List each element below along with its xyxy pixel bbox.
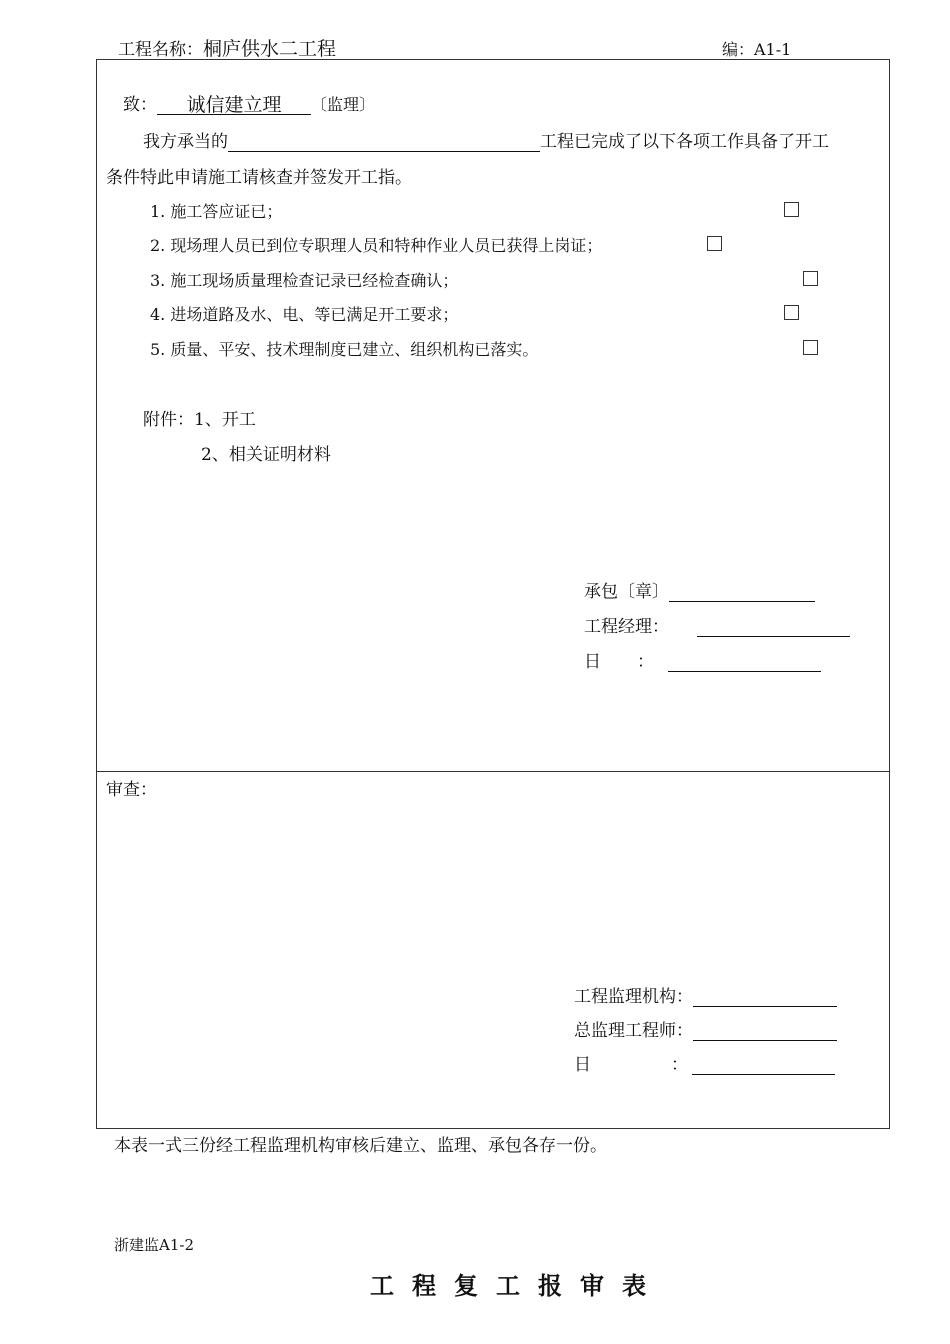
form-code-line [722, 37, 848, 60]
review-label: 审查： [106, 780, 157, 800]
checkbox-item-1[interactable] [784, 202, 799, 217]
body-prefix: 我方承当的 [143, 132, 228, 152]
code-underline [791, 39, 848, 60]
chief-blank[interactable] [693, 1020, 837, 1041]
attachment-item: 2、相关证明材料 [201, 445, 331, 465]
review-date-blank[interactable] [692, 1054, 835, 1075]
addressee-name: 诚信建立理 [157, 90, 311, 115]
form-code: 浙建监A1-2 [114, 1236, 194, 1254]
attachments-line-1 [143, 405, 256, 430]
org-blank[interactable] [693, 986, 837, 1007]
next-page-title: 工程复工报审表 [370, 1272, 664, 1300]
code-label: 编：A1-1 [722, 40, 792, 59]
checklist-item-2: 2. 现场理人员已到位专职理人员和特种作业人员已获得上岗证； [150, 236, 603, 255]
checkbox-item-5[interactable] [803, 340, 818, 355]
date-colon: ： [671, 1055, 688, 1075]
attachments-label: 附件： [143, 410, 194, 430]
checklist-item-5: 5. 质量、平安、技术理制度已建立、组织机构已落实。 [150, 340, 539, 359]
checkbox-item-4[interactable] [784, 305, 799, 320]
checklist-item-1: 1. 施工答应证已； [150, 202, 283, 221]
contractor-seal-label: 承包〔章〕 [584, 582, 669, 602]
checklist-item-3: 3. 施工现场质量理检查记录已经检查确认； [150, 271, 459, 290]
contractor-date-blank[interactable] [668, 651, 821, 672]
manager-line [584, 612, 850, 637]
to-label: 致： [123, 95, 157, 115]
body-line-1 [143, 127, 829, 152]
date-label: 日 [574, 1055, 591, 1075]
contractor-seal-blank[interactable] [669, 581, 815, 602]
checklist-item-4: 4. 进场道路及水、电、等已满足开工要求； [150, 305, 459, 324]
review-section [96, 771, 890, 1129]
checkbox-item-2[interactable] [707, 236, 722, 251]
body-line-2: 条件特此申请施工请核查并签发开工指。 [106, 168, 412, 188]
project-blank [228, 131, 540, 152]
checkbox-item-3[interactable] [803, 271, 818, 286]
date-label: 日 [584, 652, 601, 672]
manager-label: 工程经理： [584, 617, 669, 637]
addressee-suffix: 〔监理〕 [311, 95, 376, 114]
addressee-line [123, 90, 375, 115]
contractor-seal-line [584, 577, 815, 602]
attachment-item: 1、开工 [194, 410, 256, 430]
manager-blank[interactable] [697, 616, 850, 637]
project-label: 工程名称： [118, 40, 203, 60]
project-name-line [118, 34, 336, 61]
org-label: 工程监理机构： [574, 987, 693, 1007]
date-colon: ： [637, 652, 654, 672]
chief-engineer-line [574, 1016, 837, 1041]
footer-note: 本表一式三份经工程监理机构审核后建立、监理、承包各存一份。 [114, 1136, 607, 1156]
project-name: 桐庐供水二工程 [203, 38, 337, 60]
body-suffix: 工程已完成了以下各项工作具备了开工 [540, 132, 829, 152]
supervision-org-line [574, 982, 837, 1007]
chief-label: 总监理工程师： [574, 1021, 693, 1041]
review-date-line [574, 1050, 835, 1075]
contractor-date-line [584, 647, 821, 672]
